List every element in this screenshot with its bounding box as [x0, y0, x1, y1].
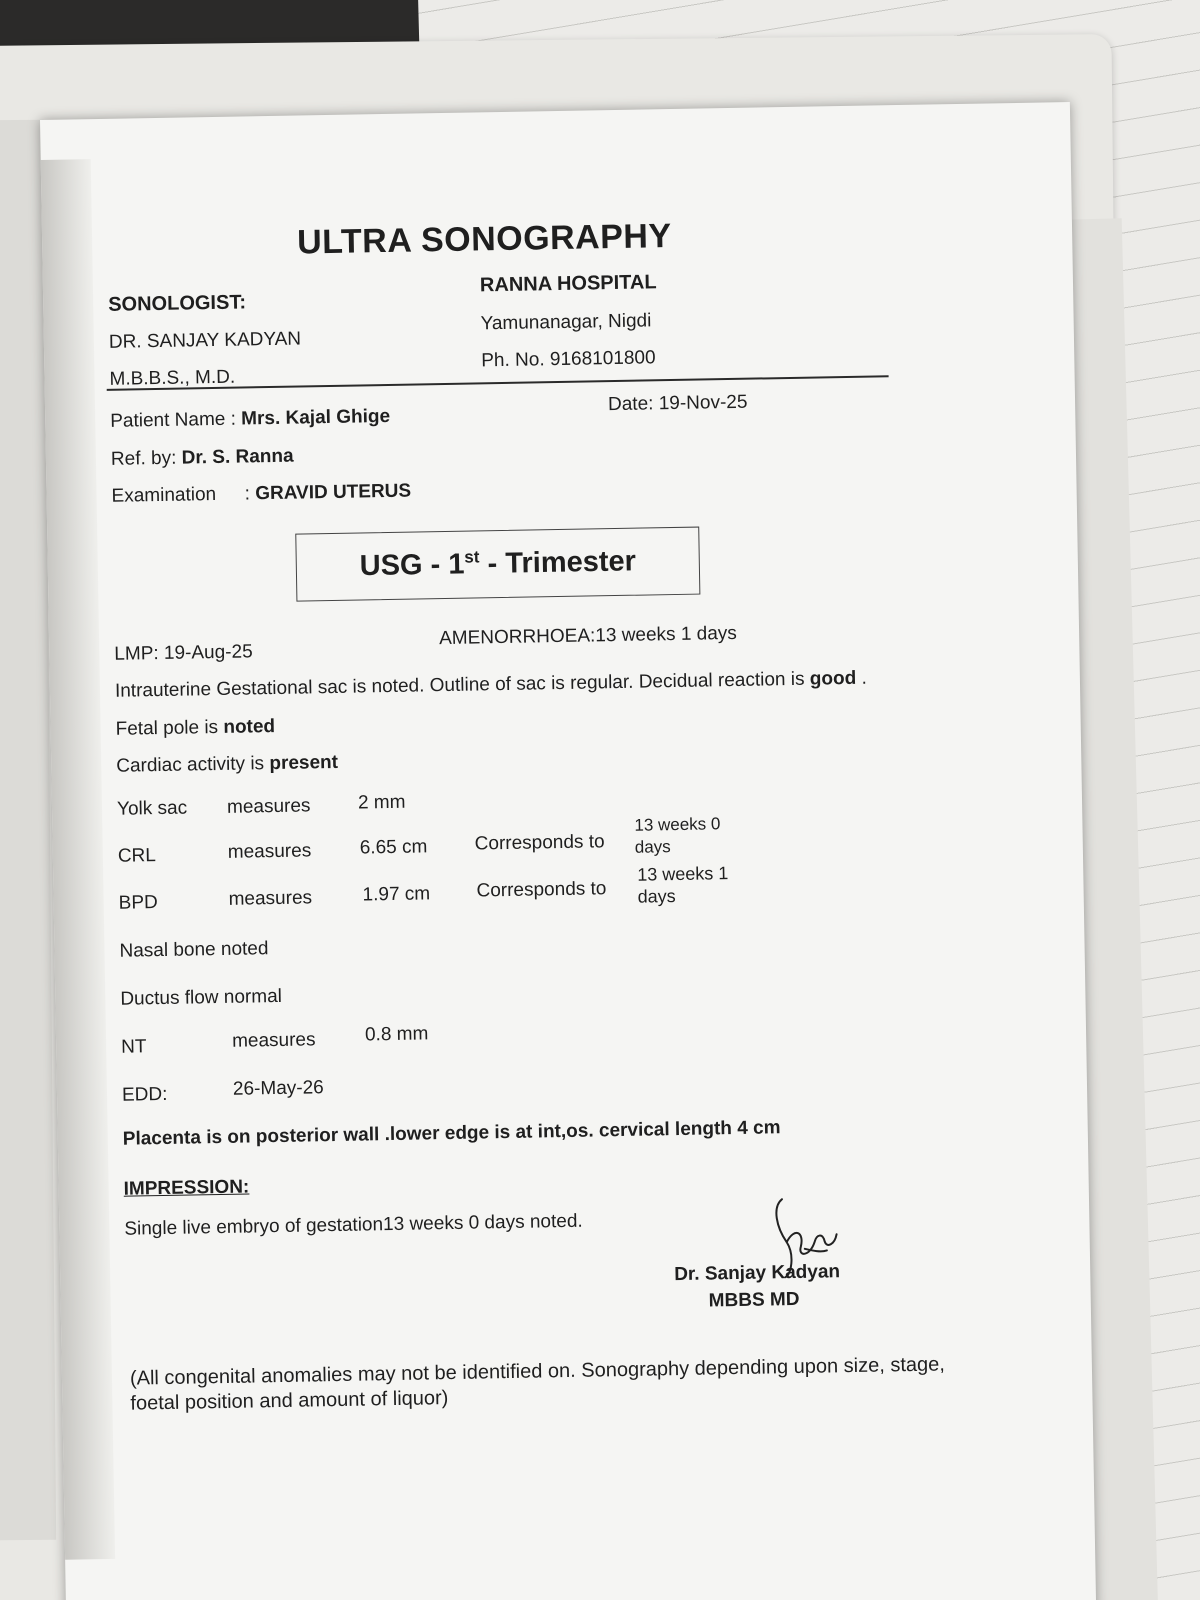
- referred-by-row: [111, 446, 294, 471]
- bpd-age: 13 weeks 1 days: [637, 863, 729, 907]
- impression-text: Single live embryo of gestation13 weeks 0 days noted.: [124, 1210, 583, 1240]
- ductus-flow-finding: Ductus flow normal: [120, 985, 283, 1010]
- impression-heading: IMPRESSION:: [123, 1176, 250, 1200]
- crl-label: CRL: [117, 845, 157, 867]
- fetal-pole-finding: Fetal pole is noted: [115, 715, 276, 740]
- bpd-verb: measures: [228, 887, 313, 910]
- yolk-sac-label: Yolk sac: [116, 797, 188, 820]
- placenta-finding: Placenta is on posterior wall .lower edge is at int,os. cervical length 4 cm: [122, 1117, 781, 1150]
- exam-value: GRAVID UTERUS: [255, 480, 412, 505]
- edd-value: 26-May-26: [232, 1077, 324, 1100]
- bpd-corresponds: Corresponds to: [476, 878, 607, 902]
- nt-verb: measures: [231, 1029, 316, 1052]
- exam-separator: :: [244, 483, 251, 505]
- examination-row: [111, 481, 411, 508]
- signoff-name: Dr. Sanjay Kadyan: [674, 1261, 841, 1286]
- hospital-address: Yamunanagar, Nigdi: [480, 310, 652, 335]
- disclaimer: (All congenital anomalies may not be identified on. Sonography depending upon size, stage, foetal position and amount of liquor): [129, 1353, 946, 1415]
- ref-label: Ref. by:: [110, 447, 177, 470]
- hospital-phone: Ph. No. 9168101800: [481, 347, 656, 372]
- nt-label: NT: [121, 1036, 147, 1058]
- bpd-label: BPD: [118, 892, 158, 914]
- report-date: Date: 19-Nov-25: [607, 391, 748, 416]
- hospital-name: RANNA HOSPITAL: [479, 271, 657, 297]
- section-box: [295, 527, 700, 602]
- cardiac-activity-finding: Cardiac activity is present: [116, 751, 339, 777]
- nt-value: 0.8 mm: [364, 1023, 429, 1046]
- crl-age: 13 weeks 0 days: [634, 814, 721, 857]
- crl-value: 6.65 cm: [359, 836, 428, 859]
- doctor-name: DR. SANJAY KADYAN: [108, 328, 302, 353]
- cardiac-activity-value: present: [269, 751, 339, 775]
- doctor-degree: M.B.B.S., M.D.: [109, 366, 236, 390]
- nasal-bone-finding: Nasal bone noted: [119, 938, 269, 962]
- section-title: USG - 1st - Trimester: [359, 545, 637, 583]
- ref-value: Dr. S. Ranna: [181, 445, 294, 469]
- signoff-degree: MBBS MD: [708, 1288, 800, 1312]
- patient-name-label: Patient Name :: [110, 408, 237, 432]
- amenorrhoea: AMENORRHOEA:13 weeks 1 days: [438, 622, 738, 650]
- patient-name-row: [110, 406, 390, 433]
- crl-verb: measures: [227, 840, 312, 863]
- exam-label: Examination: [111, 483, 217, 507]
- patient-name-value: Mrs. Kajal Ghige: [241, 405, 391, 430]
- report-title: ULTRA SONOGRAPHY: [296, 216, 672, 262]
- sonologist-heading: SONOLOGIST:: [108, 291, 247, 316]
- fetal-pole-value: noted: [223, 715, 276, 738]
- yolk-sac-verb: measures: [226, 795, 311, 818]
- report-page: [40, 102, 1097, 1600]
- edd-label: EDD:: [121, 1083, 168, 1106]
- gestational-sac-finding: Intrauterine Gestational sac is noted. Outline of sac is regular. Decidual reaction is good .: [114, 667, 867, 702]
- lmp: LMP: 19-Aug-25: [114, 641, 253, 665]
- yolk-sac-value: 2 mm: [357, 791, 406, 814]
- crl-corresponds: Corresponds to: [474, 831, 605, 855]
- decidual-reaction-value: good: [809, 667, 857, 690]
- bpd-value: 1.97 cm: [362, 883, 431, 906]
